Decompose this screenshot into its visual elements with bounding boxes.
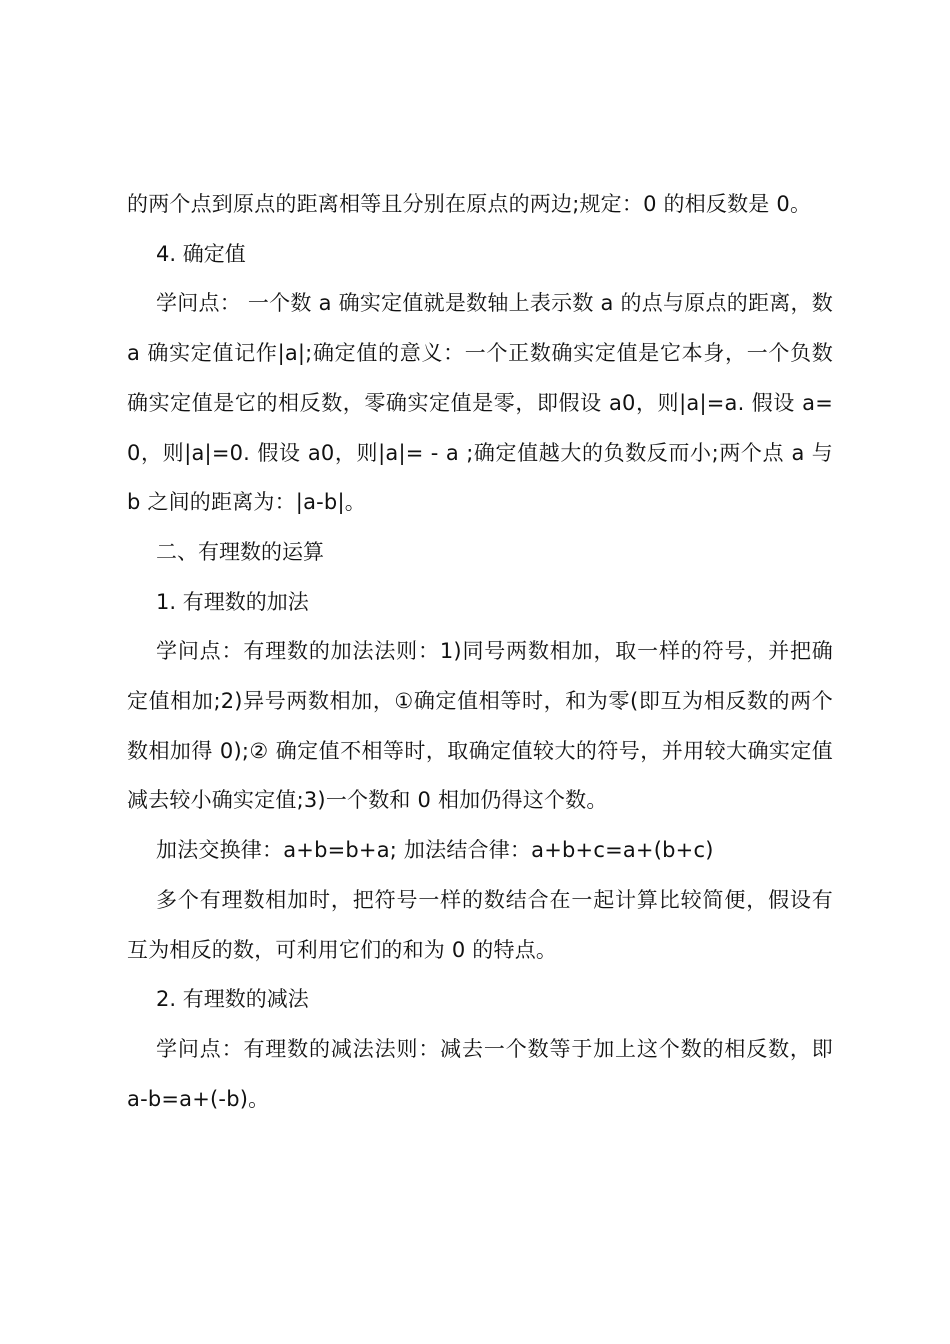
paragraph-addition-laws: 加法交换律：a+b=b+a; 加法结合律：a+b+c=a+(b+c) [156,838,714,863]
section-heading-addition: 1. 有理数的加法 [156,589,309,614]
section-heading-absolute-value: 4. 确定值 [156,241,246,266]
chapter-heading-operations: 二、有理数的运算 [156,539,324,564]
paragraph-continuation: 的两个点到原点的距离相等且分别在原点的两边;规定：0 的相反数是 0。 [127,192,812,216]
section-heading-subtraction: 2. 有理数的减法 [156,987,309,1012]
paragraph-absolute-value: 学问点： 一个数 a 确实定值就是数轴上表示数 a 的点与原点的距离，数 a 确实定值记作|a|;确定值的意义：一个正数确实定值是它本身，一个负数确实定值是它的相反数，零确实定值是零，即假设 a0，则|a|=a. 假设 a=0，则|a|=0. 假设 a0，则|a|= - a ;确定值越大的负数反而小;两个点 a 与 b 之间的距离为：|a-b|。 [127,291,833,515]
paragraph-addition-rules: 学问点：有理数的加法法则：1)同号两数相加，取一样的符号，并把确定值相加;2)异号两数相加，①确定值相等时，和为零(即互为相反数的两个数相加得 0);② 确定值不相等时，取确定值较大的符号，并用较大确实定值减去较小确实定值;3)一个数和 0 相加仍得这个数。 [127,639,833,813]
paragraph-addition-tip: 多个有理数相加时，把符号一样的数结合在一起计算比较简便，假设有互为相反的数，可利用它们的和为 0 的特点。 [127,887,833,962]
paragraph-subtraction-rule: 学问点：有理数的减法法则：减去一个数等于加上这个数的相反数，即 a-b=a+(-b)。 [127,1036,833,1111]
document-page [127,180,833,1124]
